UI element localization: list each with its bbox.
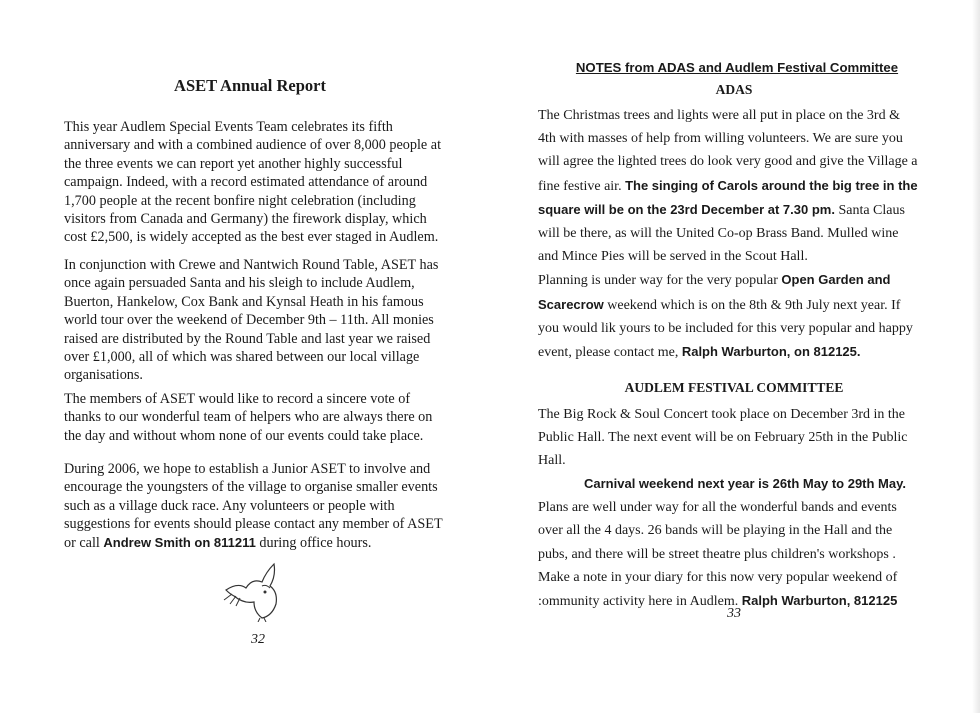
notes-title: NOTES from ADAS and Audlem Festival Committee: [575, 60, 899, 75]
adas-heading: ADAS: [715, 82, 753, 97]
paragraph-santa: In conjunction with Crewe and Nantwich Round Table, ASET has once again persuaded Santa and his sleigh to include Audlem, Buerton, Hankelow, Cox Bank and Kynsal Heath in his famous world tour over the weekend of December 9th – 11th. All monies raised are distributed by the Round Table and last year we raised over £1,000, all of which was shared between our local village organisations.: [64, 257, 439, 384]
aset-report-title: ASET Annual Report: [174, 76, 326, 95]
ralph-contact: Ralph Warburton, on 812125.: [681, 344, 861, 360]
junior-aset-text: During 2006, we hope to establish a Junior ASET to involve and encourage the youngsters of the village to organise smaller events such as a village duck race. Any volunteers or people with suggestions for events should please contact any member of ASET or call: [64, 461, 443, 551]
ralph-contact-festival: Ralph Warburton, 812125: [741, 593, 898, 609]
festival-heading: AUDLEM FESTIVAL COMMITTEE: [624, 380, 844, 395]
carnival-text: Plans are well under way for all the wonderful bands and events over all the 4 days. 26 bands will be playing in the Hall and the pubs, and there will be street theatre plus children's workshops . Make a note in your diary for this now very popular weekend of :ommunity activity here in Audlem.: [538, 500, 898, 610]
adas-text: The Christmas trees and lights were all put in place on the 3rd & 4th with masses of help from willing volunteers. We are sure you will agree the lighted trees do look very good and give the Village a fine festive air.: [538, 108, 918, 194]
page-number-right: 33: [727, 606, 741, 621]
festival-paragraph-concert: The Big Rock & Soul Concert took place on December 3rd in the Public Hall. The next event will be on February 25th in the Public Hall.: [538, 407, 908, 469]
owl-sketch-icon: [216, 552, 296, 622]
andrew-smith-contact: Andrew Smith on 811211: [103, 534, 256, 550]
carols-announcement: The singing of Carols around the big tree in the square will be on the 23rd December at 7.30 pm.: [538, 177, 918, 217]
adas-paragraph: [538, 104, 920, 364]
open-garden-label: Open Garden and Scarecrow: [538, 272, 891, 312]
paragraph-thanks: The members of ASET would like to record a sincere vote of thanks to our wonderful team of helpers who are always there on the day and without whom none of our events could take place.: [64, 391, 433, 444]
festival-paragraph-carnival: [538, 472, 920, 613]
paragraph-junior-aset: [64, 460, 444, 552]
santa-text: Santa Claus will be there, as will the United Co-op Brass Band. Mulled wine and Mince Pies will be served in the Scout Hall.: [538, 202, 905, 265]
carnival-announcement: Carnival weekend next year is 26th May to 29th May.: [584, 476, 906, 491]
planning-text: Planning is under way for the very popular: [538, 273, 782, 289]
weekend-text: weekend which is on the 8th & 9th July next year. If you would lik yours to be included for this very popular and happy event, please contact me,: [538, 297, 913, 361]
paragraph-anniversary: This year Audlem Special Events Team celebrates its fifth anniversary and with a combined audience of over 8,000 people at the three events we can report yet another highly successful campaign. Indeed, with a record estimated attendance of around 1,700 people at the recent bonfire night celebration (including visitors from Canada and Germany) the firework display, which cost £2,500, is widely accepted as the best ever staged in Audlem.: [64, 119, 442, 246]
page-number-left: 32: [251, 632, 265, 647]
page-edge: [972, 0, 980, 713]
office-hours-text: during office hours.: [255, 534, 372, 551]
